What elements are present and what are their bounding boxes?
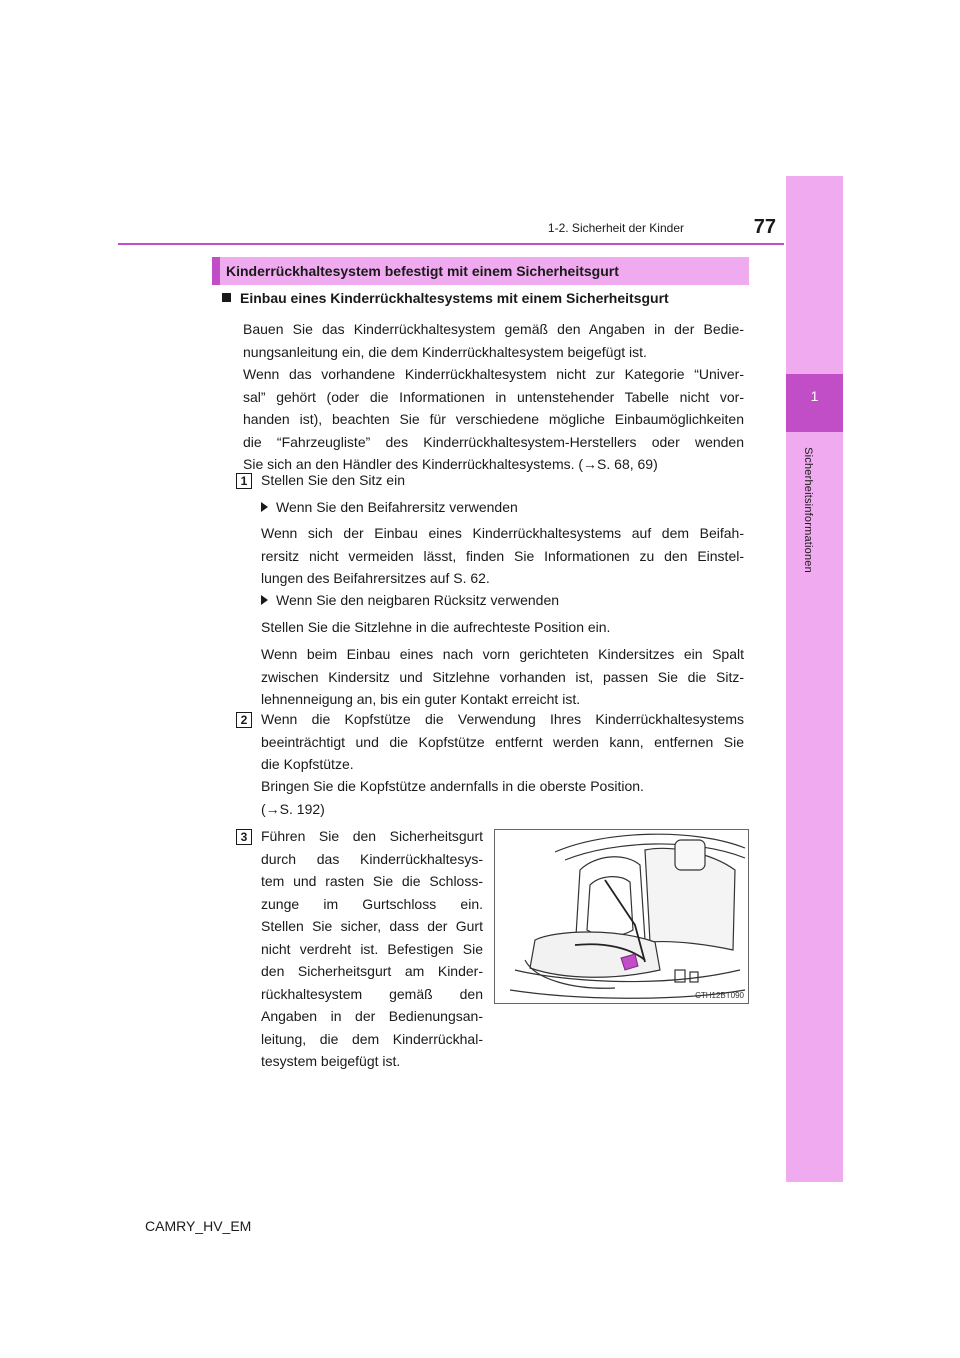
text-line: zwischen Kindersitz und Sitzlehne vorhanden ist, passen Sie die Sitz- <box>261 668 744 685</box>
step-2-badge: 2 <box>236 712 252 728</box>
text-line: Wenn sich der Einbau eines Kinderrückhaltesystems auf dem Beifah- <box>261 525 744 541</box>
step-1-sub-2-title <box>261 589 559 612</box>
chapter-number: 1 <box>810 388 819 404</box>
text-line: nicht verdreht ist. Befestigen Sie <box>261 940 483 957</box>
text-line: Sie sich an den Händler des Kinderrückhaltesystems. (→S. 68, 69) <box>243 456 658 472</box>
child-seat-drawing <box>495 830 748 1003</box>
square-bullet-icon <box>222 293 231 302</box>
text-line: lehnenneigung an, bis ein guter Kontakt erreicht ist. <box>261 691 581 707</box>
triangle-bullet-icon <box>261 595 268 605</box>
paragraph-2 <box>243 363 744 476</box>
step-1-title: Stellen Sie den Sitz ein <box>261 472 405 488</box>
text-line: Bauen Sie das Kinderrückhaltesystem gemäß den Angaben in der Bedie- <box>243 321 744 337</box>
text-line: leitung, die dem Kinderrückhal- <box>261 1030 483 1047</box>
step-1-badge: 1 <box>236 473 252 489</box>
page-number: 77 <box>753 216 776 238</box>
triangle-bullet-icon <box>261 502 268 512</box>
step-2-line-5: (→S. 192) <box>261 801 325 817</box>
text-line: rersitz nicht vermeiden lässt, finden Sie Informationen zu den Einstel- <box>261 547 744 564</box>
step-2-line-4: Bringen Sie die Kopfstütze andernfalls in die oberste Position. <box>261 778 644 794</box>
text-line: tem und rasten Sie die Schloss- <box>261 873 483 889</box>
section-title: 1-2. Sicherheit der Kinder <box>547 221 684 235</box>
text-line: sal” gehört (oder die Informationen in untenstehender Tabelle nicht vor- <box>243 388 744 405</box>
text-line: Führen Sie den Sicherheitsgurt <box>261 828 483 844</box>
header-rule <box>118 243 784 245</box>
text-line: Angaben in der Bedienungsan- <box>261 1008 483 1024</box>
text-line: beeinträchtigt und die Kopfstütze entfernt werden kann, entfernen Sie <box>261 733 744 750</box>
text-line: durch das Kinderrückhaltesys- <box>261 850 483 867</box>
chapter-side-tab <box>786 176 843 1182</box>
step-3-body <box>261 825 483 1073</box>
step-1-sub-1-title <box>261 496 518 519</box>
child-seat-illustration <box>494 829 749 1004</box>
step-1-sub-1-body <box>261 522 744 590</box>
text-line: Stellen Sie sicher, dass der Gurt <box>261 918 483 934</box>
text-line: die Kopfstütze. <box>261 756 354 772</box>
step-1-sub-2-body <box>261 643 744 711</box>
sub-1-title-text: Wenn Sie den Beifahrersitz verwenden <box>276 499 518 515</box>
banner-title: Kinderrückhaltesystem befestigt mit einem Sicherheitsgurt <box>226 263 619 279</box>
text-line: zunge im Gurtschloss ein. <box>261 895 483 912</box>
footer-model-code: CAMRY_HV_EM <box>145 1218 252 1234</box>
text-line: rückhaltesystem gemäß den <box>261 985 483 1002</box>
step-3-badge: 3 <box>236 829 252 845</box>
step-1-sub-2-line: Stellen Sie die Sitzlehne in die aufrechteste Position ein. <box>261 619 611 635</box>
text-line: nungsanleitung ein, die dem Kinderrückhaltesystem beigefügt ist. <box>243 343 647 360</box>
text-line: Wenn das vorhandene Kinderrückhaltesystem nicht zur Kategorie “Univer- <box>243 366 744 382</box>
text-line: die “Fahrzeugliste” des Kinderrückhaltesystem-Herstellers oder wenden <box>243 433 744 450</box>
paragraph-1 <box>243 318 744 363</box>
sub-2-title-text: Wenn Sie den neigbaren Rücksitz verwenden <box>276 592 560 608</box>
chapter-label: Sicherheitsinformationen <box>802 447 814 573</box>
illustration-code: CTH12BT090 <box>695 991 744 1000</box>
text-line: Wenn die Kopfstütze die Verwendung Ihres Kinderrückhaltesystems <box>261 711 744 727</box>
subsection-heading-text: Einbau eines Kinderrückhaltesystems mit einem Sicherheitsgurt <box>240 290 669 306</box>
text-line: den Sicherheitsgurt am Kinder- <box>261 963 483 979</box>
text-line: Wenn beim Einbau eines nach vorn gerichteten Kindersitzes ein Spalt <box>261 646 744 662</box>
text-line: lungen des Beifahrersitzes auf S. 62. <box>261 570 490 586</box>
subsection-heading <box>222 290 669 306</box>
text-line: tesystem beigefügt ist. <box>261 1053 401 1069</box>
step-2-body <box>261 708 744 776</box>
text-line: handen ist), beachten Sie für verschiedene mögliche Einbaumöglichkeiten <box>243 411 744 427</box>
